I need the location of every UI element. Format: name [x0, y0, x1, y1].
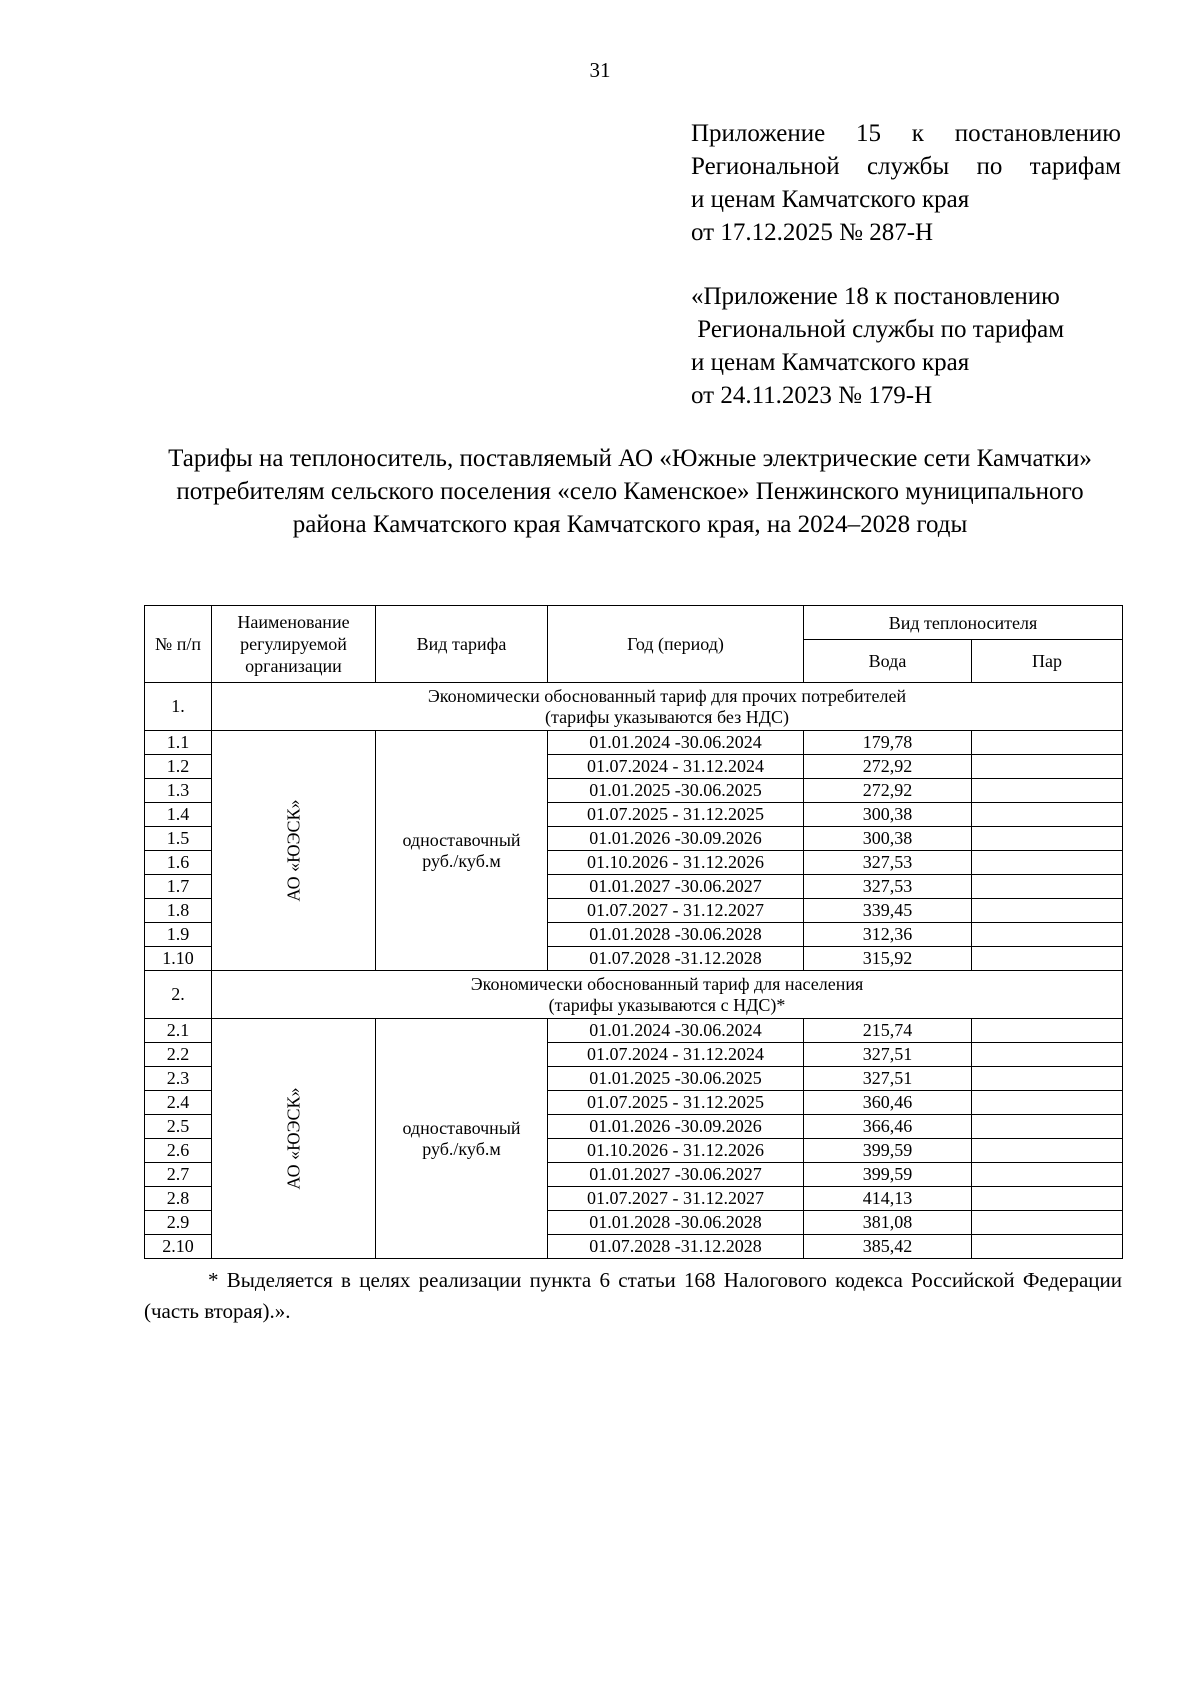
tariff-type-line: одноставочный — [402, 1117, 521, 1138]
water-cell: 215,74 — [804, 1019, 972, 1043]
appendix-line: от 24.11.2023 № 179-Н — [691, 382, 933, 409]
period-cell: 01.07.2027 - 31.12.2027 — [548, 1187, 804, 1211]
water-cell: 300,38 — [804, 827, 972, 851]
org-name: АО «ЮЭСК» — [283, 799, 303, 902]
appendix-line: и ценам Камчатского края — [691, 186, 970, 213]
water-cell: 315,92 — [804, 947, 972, 971]
period-cell: 01.07.2024 - 31.12.2024 — [548, 755, 804, 779]
header-tariff-type: Вид тарифа — [376, 606, 548, 683]
water-cell: 381,08 — [804, 1211, 972, 1235]
appendix-line: Приложение 15 к постановлению — [691, 120, 1121, 147]
row-num: 1.5 — [145, 827, 212, 851]
row-num: 1.8 — [145, 899, 212, 923]
tariff-type-cell — [376, 1019, 548, 1259]
appendix-line: Региональной службы по тарифам — [691, 316, 1065, 343]
period-cell: 01.01.2027 -30.06.2027 — [548, 1163, 804, 1187]
section-title-line: (тарифы указываются с НДС)* — [548, 994, 786, 1015]
section-num: 2. — [145, 971, 212, 1019]
water-cell: 327,53 — [804, 851, 972, 875]
row-num: 2.4 — [145, 1091, 212, 1115]
period-cell: 01.01.2025 -30.06.2025 — [548, 1067, 804, 1091]
water-cell: 399,59 — [804, 1163, 972, 1187]
row-num: 2.2 — [145, 1043, 212, 1067]
section-title-line: Экономически обоснованный тариф для населения — [470, 973, 864, 994]
steam-cell — [972, 1163, 1123, 1187]
steam-cell — [972, 803, 1123, 827]
tariff-type-cell — [376, 731, 548, 971]
steam-cell — [972, 923, 1123, 947]
table-row — [145, 731, 1123, 755]
org-name: АО «ЮЭСК» — [283, 1087, 303, 1190]
steam-cell — [972, 1211, 1123, 1235]
water-cell: 300,38 — [804, 803, 972, 827]
period-cell: 01.07.2025 - 31.12.2025 — [548, 803, 804, 827]
steam-cell — [972, 1067, 1123, 1091]
appendix-line: от 17.12.2025 № 287-Н — [691, 219, 934, 246]
row-num: 2.3 — [145, 1067, 212, 1091]
water-cell: 339,45 — [804, 899, 972, 923]
steam-cell — [972, 875, 1123, 899]
section-header-row — [145, 683, 1123, 731]
row-num: 2.9 — [145, 1211, 212, 1235]
row-num: 2.10 — [145, 1235, 212, 1259]
period-cell: 01.07.2025 - 31.12.2025 — [548, 1091, 804, 1115]
steam-cell — [972, 1043, 1123, 1067]
period-cell: 01.07.2027 - 31.12.2027 — [548, 899, 804, 923]
section-title — [212, 971, 1123, 1019]
header-org: Наименование регулируемой организации — [212, 606, 376, 683]
original-appendix-reference — [691, 280, 1121, 412]
steam-cell — [972, 827, 1123, 851]
row-num: 1.9 — [145, 923, 212, 947]
steam-cell — [972, 1235, 1123, 1259]
steam-cell — [972, 1019, 1123, 1043]
period-cell: 01.01.2028 -30.06.2028 — [548, 1211, 804, 1235]
water-cell: 327,51 — [804, 1043, 972, 1067]
row-num: 1.3 — [145, 779, 212, 803]
document-title: Тарифы на теплоноситель, поставляемый АО «Южные электрические сети Камчатки» потребителям сельского поселения «село Каменское» Пенжинского муниципального района Камчатского края Камчатского края, на 2024–2028 годы — [168, 445, 1092, 538]
period-cell: 01.01.2025 -30.06.2025 — [548, 779, 804, 803]
section-title-line: Экономически обоснованный тариф для прочих потребителей — [427, 685, 907, 706]
org-cell — [212, 1019, 376, 1259]
row-num: 2.7 — [145, 1163, 212, 1187]
steam-cell — [972, 731, 1123, 755]
footnote: * Выделяется в целях реализации пункта 6 статьи 168 Налогового кодекса Российской Федерации (часть вторая).». — [144, 1268, 1122, 1323]
water-cell: 312,36 — [804, 923, 972, 947]
section-title-line: (тарифы указываются без НДС) — [545, 706, 789, 727]
header-carrier: Вид теплоносителя — [804, 606, 1123, 640]
water-cell: 385,42 — [804, 1235, 972, 1259]
appendix-reference — [691, 117, 1121, 249]
steam-cell — [972, 755, 1123, 779]
steam-cell — [972, 1187, 1123, 1211]
row-num: 1.7 — [145, 875, 212, 899]
row-num: 2.1 — [145, 1019, 212, 1043]
header-num: № п/п — [145, 606, 212, 683]
steam-cell — [972, 899, 1123, 923]
page-number: 31 — [589, 58, 611, 82]
section-title — [212, 683, 1123, 731]
steam-cell — [972, 1115, 1123, 1139]
row-num: 1.6 — [145, 851, 212, 875]
period-cell: 01.07.2028 -31.12.2028 — [548, 947, 804, 971]
water-cell: 366,46 — [804, 1115, 972, 1139]
row-num: 1.4 — [145, 803, 212, 827]
appendix-line: и ценам Камчатского края — [691, 349, 970, 376]
steam-cell — [972, 947, 1123, 971]
section-num: 1. — [145, 683, 212, 731]
period-cell: 01.10.2026 - 31.12.2026 — [548, 851, 804, 875]
period-cell: 01.01.2024 -30.06.2024 — [548, 1019, 804, 1043]
appendix-line: «Приложение 18 к постановлению — [691, 283, 1060, 310]
steam-cell — [972, 1139, 1123, 1163]
header-water: Вода — [804, 640, 972, 683]
water-cell: 327,53 — [804, 875, 972, 899]
row-num: 1.1 — [145, 731, 212, 755]
steam-cell — [972, 779, 1123, 803]
water-cell: 399,59 — [804, 1139, 972, 1163]
water-cell: 272,92 — [804, 779, 972, 803]
header-steam: Пар — [972, 640, 1123, 683]
org-cell — [212, 731, 376, 971]
row-num: 1.2 — [145, 755, 212, 779]
row-num: 2.8 — [145, 1187, 212, 1211]
period-cell: 01.07.2024 - 31.12.2024 — [548, 1043, 804, 1067]
period-cell: 01.07.2028 -31.12.2028 — [548, 1235, 804, 1259]
section-header-row — [145, 971, 1123, 1019]
period-cell: 01.01.2027 -30.06.2027 — [548, 875, 804, 899]
tariff-type-unit: руб./куб.м — [422, 850, 501, 871]
period-cell: 01.01.2024 -30.06.2024 — [548, 731, 804, 755]
appendix-line: Региональной службы по тарифам — [691, 153, 1121, 180]
period-cell: 01.01.2026 -30.09.2026 — [548, 827, 804, 851]
tariff-type-line: одноставочный — [402, 829, 521, 850]
period-cell: 01.01.2028 -30.06.2028 — [548, 923, 804, 947]
steam-cell — [972, 851, 1123, 875]
water-cell: 327,51 — [804, 1067, 972, 1091]
row-num: 2.6 — [145, 1139, 212, 1163]
row-num: 2.5 — [145, 1115, 212, 1139]
row-num: 1.10 — [145, 947, 212, 971]
header-period: Год (период) — [548, 606, 804, 683]
tariff-table — [144, 605, 1123, 1259]
water-cell: 272,92 — [804, 755, 972, 779]
water-cell: 360,46 — [804, 1091, 972, 1115]
period-cell: 01.10.2026 - 31.12.2026 — [548, 1139, 804, 1163]
tariff-type-unit: руб./куб.м — [422, 1138, 501, 1159]
water-cell: 414,13 — [804, 1187, 972, 1211]
period-cell: 01.01.2026 -30.09.2026 — [548, 1115, 804, 1139]
water-cell: 179,78 — [804, 731, 972, 755]
table-row — [145, 1019, 1123, 1043]
steam-cell — [972, 1091, 1123, 1115]
